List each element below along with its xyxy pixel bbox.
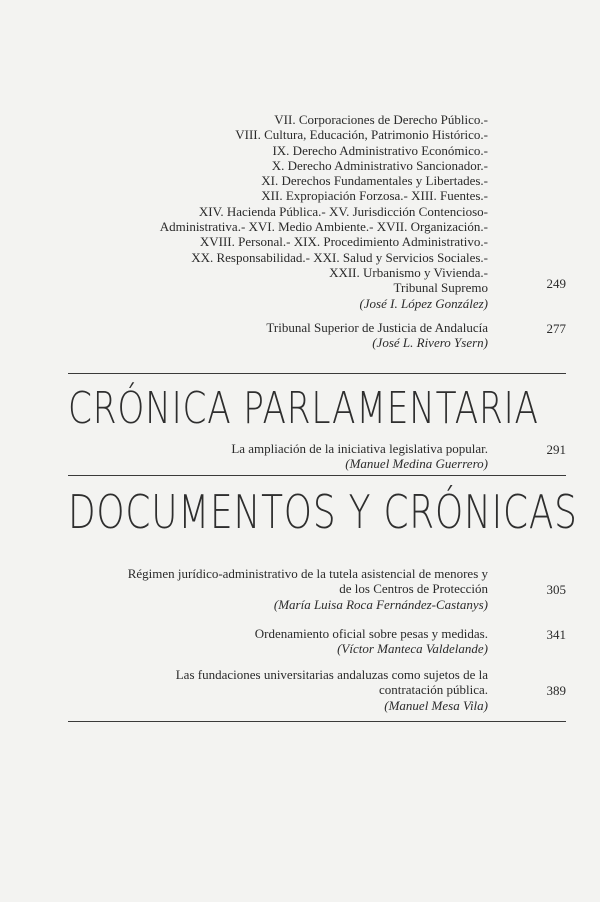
toc-entry xyxy=(231,441,488,472)
subject-line: XX. Responsabilidad.- XXI. Salud y Servicios Sociales.- xyxy=(191,249,488,265)
toc-entry xyxy=(128,566,488,612)
page-number: 389 xyxy=(546,683,566,698)
page-number: 249 xyxy=(546,276,566,291)
divider xyxy=(68,475,566,476)
page-number: 291 xyxy=(546,442,566,457)
page-number: 305 xyxy=(546,582,566,597)
subject-line: VIII. Cultura, Educación, Patrimonio Histórico.- xyxy=(235,127,488,143)
subject-line: VII. Corporaciones de Derecho Público.- xyxy=(274,112,488,127)
toc-entry-title: Régimen jurídico-administrativo de la tutela asistencial de menores y xyxy=(127,566,488,581)
subject-line: XVIII. Personal.- XIX. Procedimiento Administrativo.- xyxy=(199,234,488,250)
toc-entry xyxy=(176,667,488,713)
toc-entry-title: Las fundaciones universitarias andaluzas como sujetos de la xyxy=(175,667,488,682)
divider xyxy=(68,721,566,722)
divider xyxy=(68,373,566,374)
subject-line: IX. Derecho Administrativo Económico.- xyxy=(272,142,488,158)
subject-line: XII. Expropiación Forzosa.- XIII. Fuentes.- xyxy=(261,188,488,204)
toc-entry-title: Tribunal Supremo xyxy=(393,280,488,296)
toc-entry-title: Ordenamiento oficial sobre pesas y medidas. xyxy=(254,626,488,641)
toc-entry-title: contratación pública. xyxy=(378,682,488,698)
page-number: 341 xyxy=(546,627,566,642)
subject-line: XIV. Hacienda Pública.- XV. Jurisdicción Contencioso- xyxy=(198,203,488,219)
subject-line: Administrativa.- XVI. Medio Ambiente.- XVII. Organización.- xyxy=(159,219,488,235)
toc-entry-author: (Manuel Mesa Vila) xyxy=(384,697,488,713)
section-heading-documentos: DOCUMENTOS Y CRÓNICAS xyxy=(68,485,578,539)
toc-entry-author: (José L. Rivero Ysern) xyxy=(372,335,488,351)
page-number: 277 xyxy=(546,321,566,336)
toc-entry-author: (Manuel Medina Guerrero) xyxy=(345,456,488,472)
subject-line: XXII. Urbanismo y Vivienda.- xyxy=(329,264,488,280)
subject-line: XI. Derechos Fundamentales y Libertades.- xyxy=(261,173,488,189)
toc-entry-author: (Víctor Manteca Valdelande) xyxy=(337,641,488,657)
toc-entry-title: Tribunal Superior de Justicia de Andalucía xyxy=(266,320,488,335)
toc-entry-author: (María Luisa Roca Fernández-Castanys) xyxy=(273,596,488,612)
subject-line: X. Derecho Administrativo Sancionador.- xyxy=(271,157,488,173)
toc-entry xyxy=(266,320,488,351)
subjects-list xyxy=(160,112,488,311)
section-heading-cronica: CRÓNICA PARLAMENTARIA xyxy=(68,383,539,434)
toc-entry-author: (José I. López González) xyxy=(359,295,488,311)
toc-entry-title: de los Centros de Protección xyxy=(339,581,488,597)
toc-entry-title: La ampliación de la iniciativa legislativa popular. xyxy=(231,441,488,456)
toc-entry xyxy=(255,626,488,657)
